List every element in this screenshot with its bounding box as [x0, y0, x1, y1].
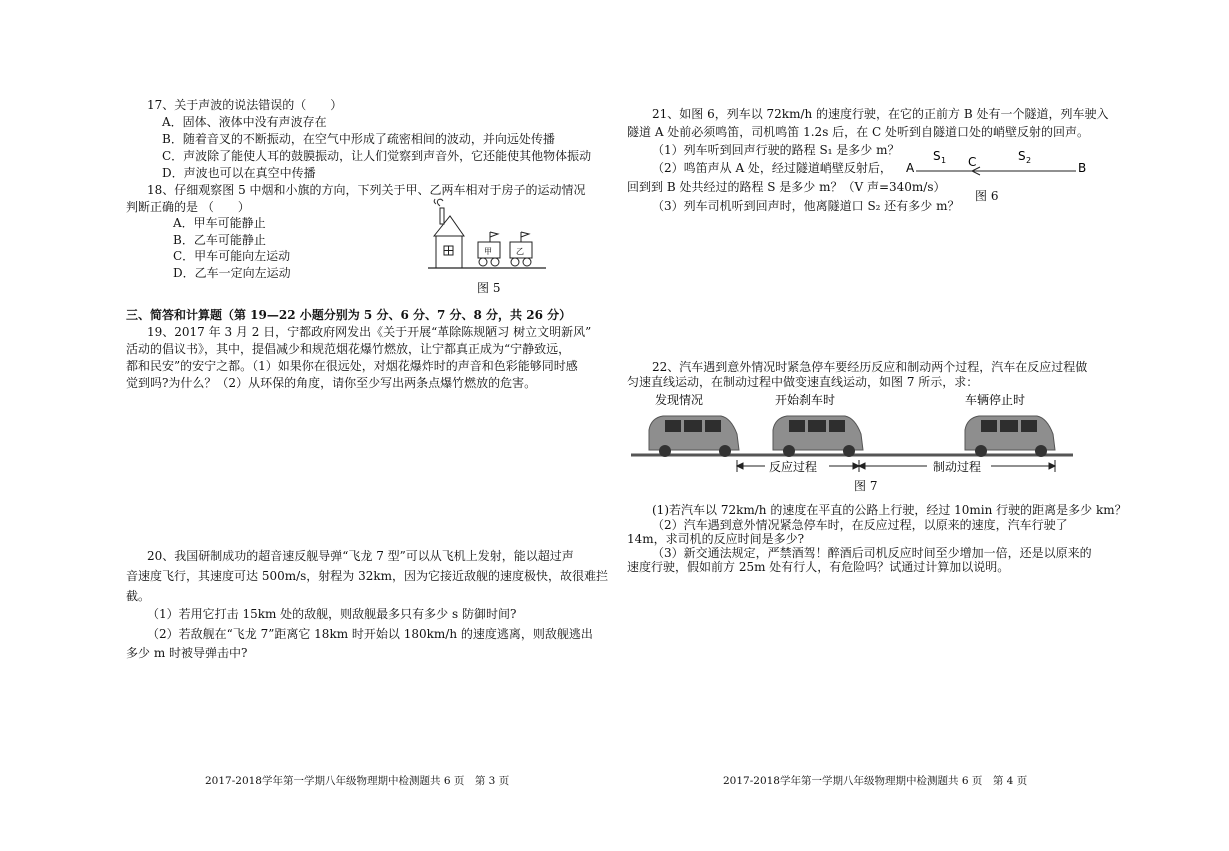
q22-sub3-line2: 速度行驶，假如前方 25m 处有行人，有危险吗？试通过计算加以说明。 [627, 560, 1010, 574]
q17-stem: 17、关于声波的说法错误的（ ） [147, 98, 343, 112]
q21-sub2-line1: （2）鸣笛声从 A 处，经过隧道峭壁反射后， [652, 161, 892, 175]
q18-stem-line1: 18、仔细观察图 5 中烟和小旗的方向，下列关于甲、乙两车相对于房子的运动情况 [147, 183, 586, 197]
figure-5-caption: 图 5 [477, 281, 501, 295]
figure-6-label-a: A [906, 161, 915, 175]
q18-option-b: B．乙车可能静止 [173, 233, 266, 247]
q19-line3: 都和民安”的安宁之都。（1）如果你在很远处，对烟花爆炸时的声音和色彩能够同时感 [126, 359, 578, 373]
figure-6-caption: 图 6 [975, 189, 999, 203]
figure-7 [627, 388, 1077, 480]
q22-sub2-line1: （2）汽车遇到意外情况紧急停车时，在反应过程，以原来的速度，汽车行驶了 [652, 518, 1068, 532]
q18-option-c: C．甲车可能向左运动 [173, 249, 291, 263]
q21-sub2-line2: 回到到 B 处共经过的路程 S 是多少 m？（V 声=340m/s） [627, 180, 946, 194]
q19-line2: 活动的倡议书》，其中，提倡减少和规范烟花爆竹燃放，让宁都真正成为“宁静致远， [126, 342, 571, 356]
q20-sub2-line2: 多少 m 时被导弹击中? [126, 646, 248, 660]
figure-6-label-c: C [968, 155, 977, 169]
q17-option-d: D．声波也可以在真空中传播 [162, 166, 316, 180]
q17-option-c: C．声波除了能使人耳的鼓膜振动，让人们觉察到声音外，它还能使其他物体振动 [162, 149, 592, 163]
figure-6 [900, 146, 1092, 180]
q21-line1: 21、如图 6，列车以 72km/h 的速度行驶，在它的正前方 B 处有一个隧道，列车驶入 [652, 107, 1109, 121]
car-3-icon [965, 416, 1055, 457]
figure-7-caption: 图 7 [854, 479, 878, 493]
q21-line2: 隧道 A 处前必须鸣笛，司机鸣笛 1.2s 后，在 C 处听到自隧道口处的峭壁反射的回声。 [627, 125, 1089, 139]
section-3-heading: 三、简答和计算题（第 19—22 小题分别为 5 分、6 分、7 分、8 分，共 26 分） [126, 308, 572, 322]
label-stopped: 车辆停止时 [965, 393, 1026, 407]
label-discover: 发现情况 [655, 393, 704, 407]
q21-sub3: （3）列车司机听到回声时，他离隧道口 S₂ 还有多少 m？ [652, 199, 960, 213]
q22-sub2-line2: 14m，求司机的反应时间是多少? [627, 532, 805, 546]
figure-6-label-s2: S [1018, 149, 1026, 163]
q18-option-a: A．甲车可能静止 [173, 216, 266, 230]
car-2-icon [773, 416, 863, 457]
label-brake-start: 开始刹车时 [775, 393, 836, 407]
car-jia-label: 甲 [484, 247, 492, 256]
q20-sub1: （1）若用它打击 15km 处的敌舰，则敌舰最多只有多少 s 防御时间? [147, 607, 517, 621]
figure-6-label-s1: S [933, 149, 941, 163]
q22-sub1: (1)若汽车以 72km/h 的速度在平直的公路上行驶，经过 10min 行驶的距离是多少 km？ [652, 503, 1127, 517]
q18-option-d: D．乙车一定向左运动 [173, 266, 291, 280]
q20-line1: 20、我国研制成功的超音速反舰导弹“飞龙 7 型”可以从飞机上发射，能以超过声 [147, 549, 574, 563]
car-1-icon [649, 416, 739, 457]
q20-line3: 截。 [126, 589, 151, 603]
q19-line1: 19、2017 年 3 月 2 日，宁都政府网发出《关于开展“革除陈规陋习 树立文明新风” [147, 325, 592, 339]
q22-line1: 22、汽车遇到意外情况时紧急停车要经历反应和制动两个过程，汽车在反应过程做 [652, 360, 1088, 374]
q20-line2: 音速度飞行，其速度可达 500m/s，射程为 32km，因为它接近敌舰的速度极快，故很难拦 [126, 569, 609, 583]
q22-sub3-line1: （3）新交通法规定，严禁酒驾！醉酒后司机反应时间至少增加一倍，还是以原来的 [652, 546, 1092, 560]
q18-stem-line2: 判断正确的是 （ ） [126, 200, 250, 214]
figure-5 [418, 196, 558, 276]
car-yi-label: 乙 [516, 247, 524, 256]
q17-option-b: B．随着音叉的不断振动，在空气中形成了疏密相间的波动，并向远处传播 [162, 132, 555, 146]
label-braking-process: 制动过程 [933, 460, 982, 474]
right-page-footer: 2017-2018学年第一学期八年级物理期中检测题共 6 页 第 4 页 [723, 775, 1028, 787]
q21-sub1: （1）列车听到回声行驶的路程 S₁ 是多少 m？ [652, 143, 900, 157]
q20-sub2-line1: （2）若敌舰在“飞龙 7”距离它 18km 时开始以 180km/h 的速度逃离，则敌舰逃出 [147, 627, 593, 641]
label-reaction-process: 反应过程 [769, 460, 818, 474]
figure-6-label-s2-sub: 2 [1026, 156, 1032, 165]
figure-6-label-s1-sub: 1 [941, 156, 947, 165]
smoke-icon [434, 199, 443, 206]
figure-6-label-b: B [1078, 161, 1087, 175]
q19-line4: 觉到吗?为什么？（2）从环保的角度，请你至少写出两条点爆竹燃放的危害。 [126, 376, 537, 390]
q17-option-a: A．固体、液体中没有声波存在 [162, 115, 327, 129]
q22-line2: 匀速直线运动，在制动过程中做变速直线运动，如图 7 所示，求： [627, 375, 979, 389]
left-page-footer: 2017-2018学年第一学期八年级物理期中检测题共 6 页 第 3 页 [205, 775, 510, 787]
house-icon [434, 208, 464, 268]
